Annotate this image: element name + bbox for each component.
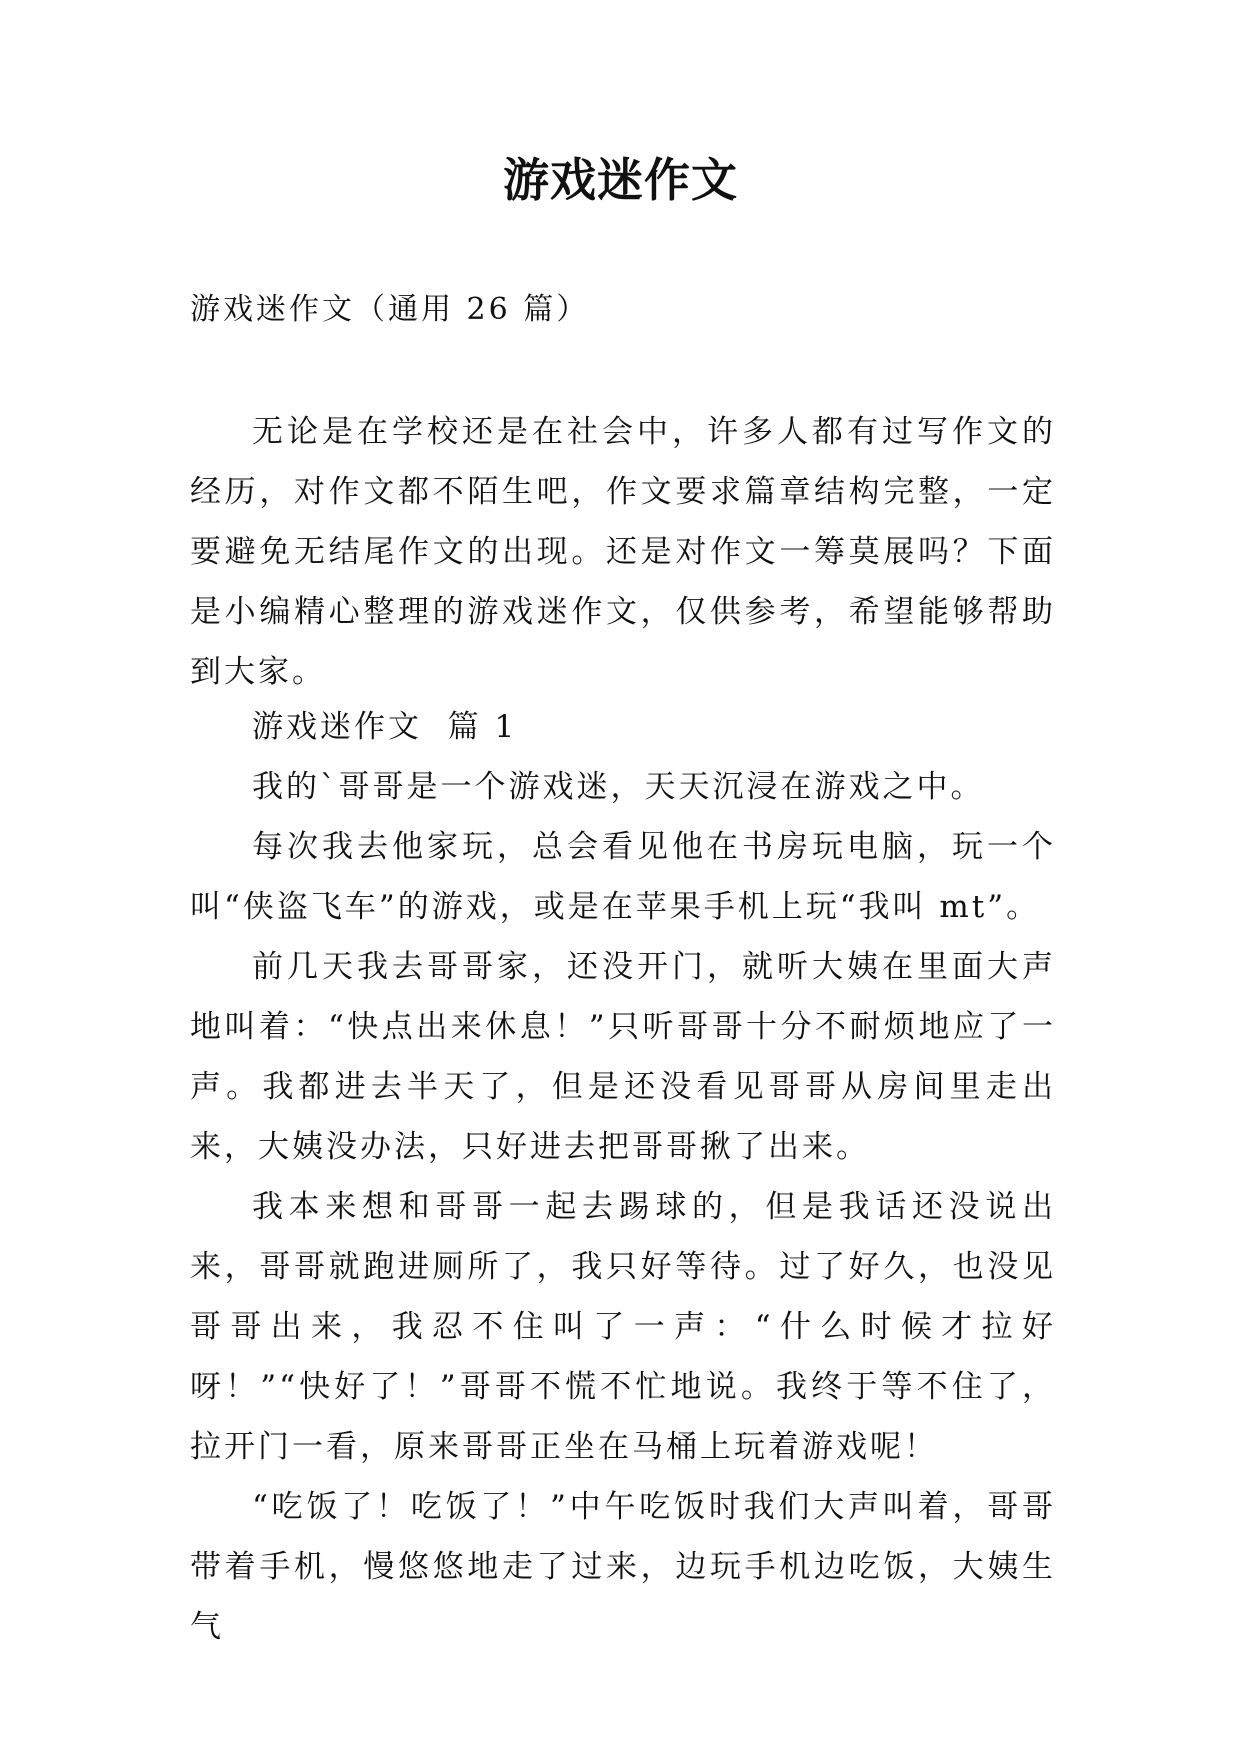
intro-paragraph: 无论是在学校还是在社会中，许多人都有过写作文的经历，对作文都不陌生吧，作文要求篇章结构完整，一定要避免无结尾作文的出现。还是对作文一筹莫展吗？下面是小编精心整理的游戏迷作文，仅供参考，希望能够帮助到大家。 [190,414,1056,690]
document-subtitle: 游戏迷作文（通用 26 篇） [190,292,590,327]
document-title: 游戏迷作文 [503,153,738,207]
essay-paragraph: “吃饭了！吃饭了！”中午吃饭时我们大声叫着，哥哥带着手机，慢悠悠地走了过来，边玩手机边吃饭，大姨生气 [190,1489,1056,1645]
essay-section-1 [190,697,1056,1657]
essay-paragraph: 前几天我去哥哥家，还没开门，就听大姨在里面大声地叫着：“快点出来休息！”只听哥哥十分不耐烦地应了一声。我都进去半天了，但是还没看见哥哥从房间里走出来，大姨没办法，只好进去把哥哥揪了出来。 [190,949,1056,1165]
essay-paragraph: 我的`哥哥是一个游戏迷，天天沉浸在游戏之中。 [252,769,985,805]
section-heading: 游戏迷作文 篇 1 [252,709,518,745]
essay-paragraph: 每次我去他家玩，总会看见他在书房玩电脑，玩一个叫“侠盗飞车”的游戏，或是在苹果手机上玩“我叫 mt”。 [190,829,1056,925]
essay-paragraph: 我本来想和哥哥一起去踢球的，但是我话还没说出来，哥哥就跑进厕所了，我只好等待。过了好久，也没见哥哥出来，我忍不住叫了一声：“什么时候才拉好呀！”“快好了！”哥哥不慌不忙地说。我终于等不住了，拉开门一看，原来哥哥正坐在马桶上玩着游戏呢！ [190,1189,1056,1465]
intro-block [190,402,1056,702]
